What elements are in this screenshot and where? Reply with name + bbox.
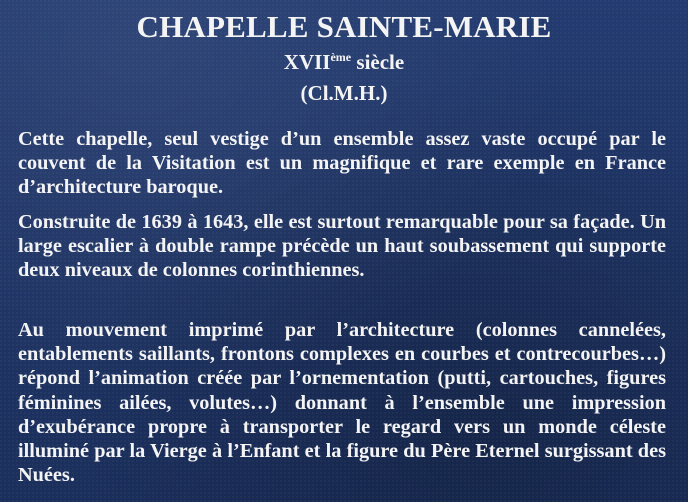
plaque-century xyxy=(0,50,688,74)
plaque-classification: (Cl.M.H.) xyxy=(300,81,388,105)
century-numeral: XVII xyxy=(283,50,331,74)
century-ordinal-suffix: ème xyxy=(330,50,352,64)
plaque-title: CHAPELLE SAINTE-MARIE xyxy=(136,9,552,44)
plaque-paragraph: Cette chapelle, seul vestige d’un ensemble assez vaste occupé par le couvent de la Visitation est un magnifique et rare exemple en France d’architecture baroque. xyxy=(18,128,666,199)
century-word: siècle xyxy=(356,50,405,74)
plaque-paragraph: Au mouvement imprimé par l’architecture (colonnes cannelées, entablements saillants, frontons complexes en courbes et contrecourbes…) répond l’animation créée par l’ornementation (putti, cartouches, figures féminines ailées, volutes…) donnant à l’ensemble une impression d’exubérance propre à transporter le regard vers un monde céleste illuminé par la Vierge à l’Enfant et la figure du Père Eternel surgissant des Nuées. xyxy=(18,319,666,487)
plaque-paragraph: Construite de 1639 à 1643, elle est surtout remarquable pour sa façade. Un large escalier à double rampe précède un haut soubassement qui supporte deux niveaux de colonnes corinthiennes. xyxy=(18,211,666,282)
